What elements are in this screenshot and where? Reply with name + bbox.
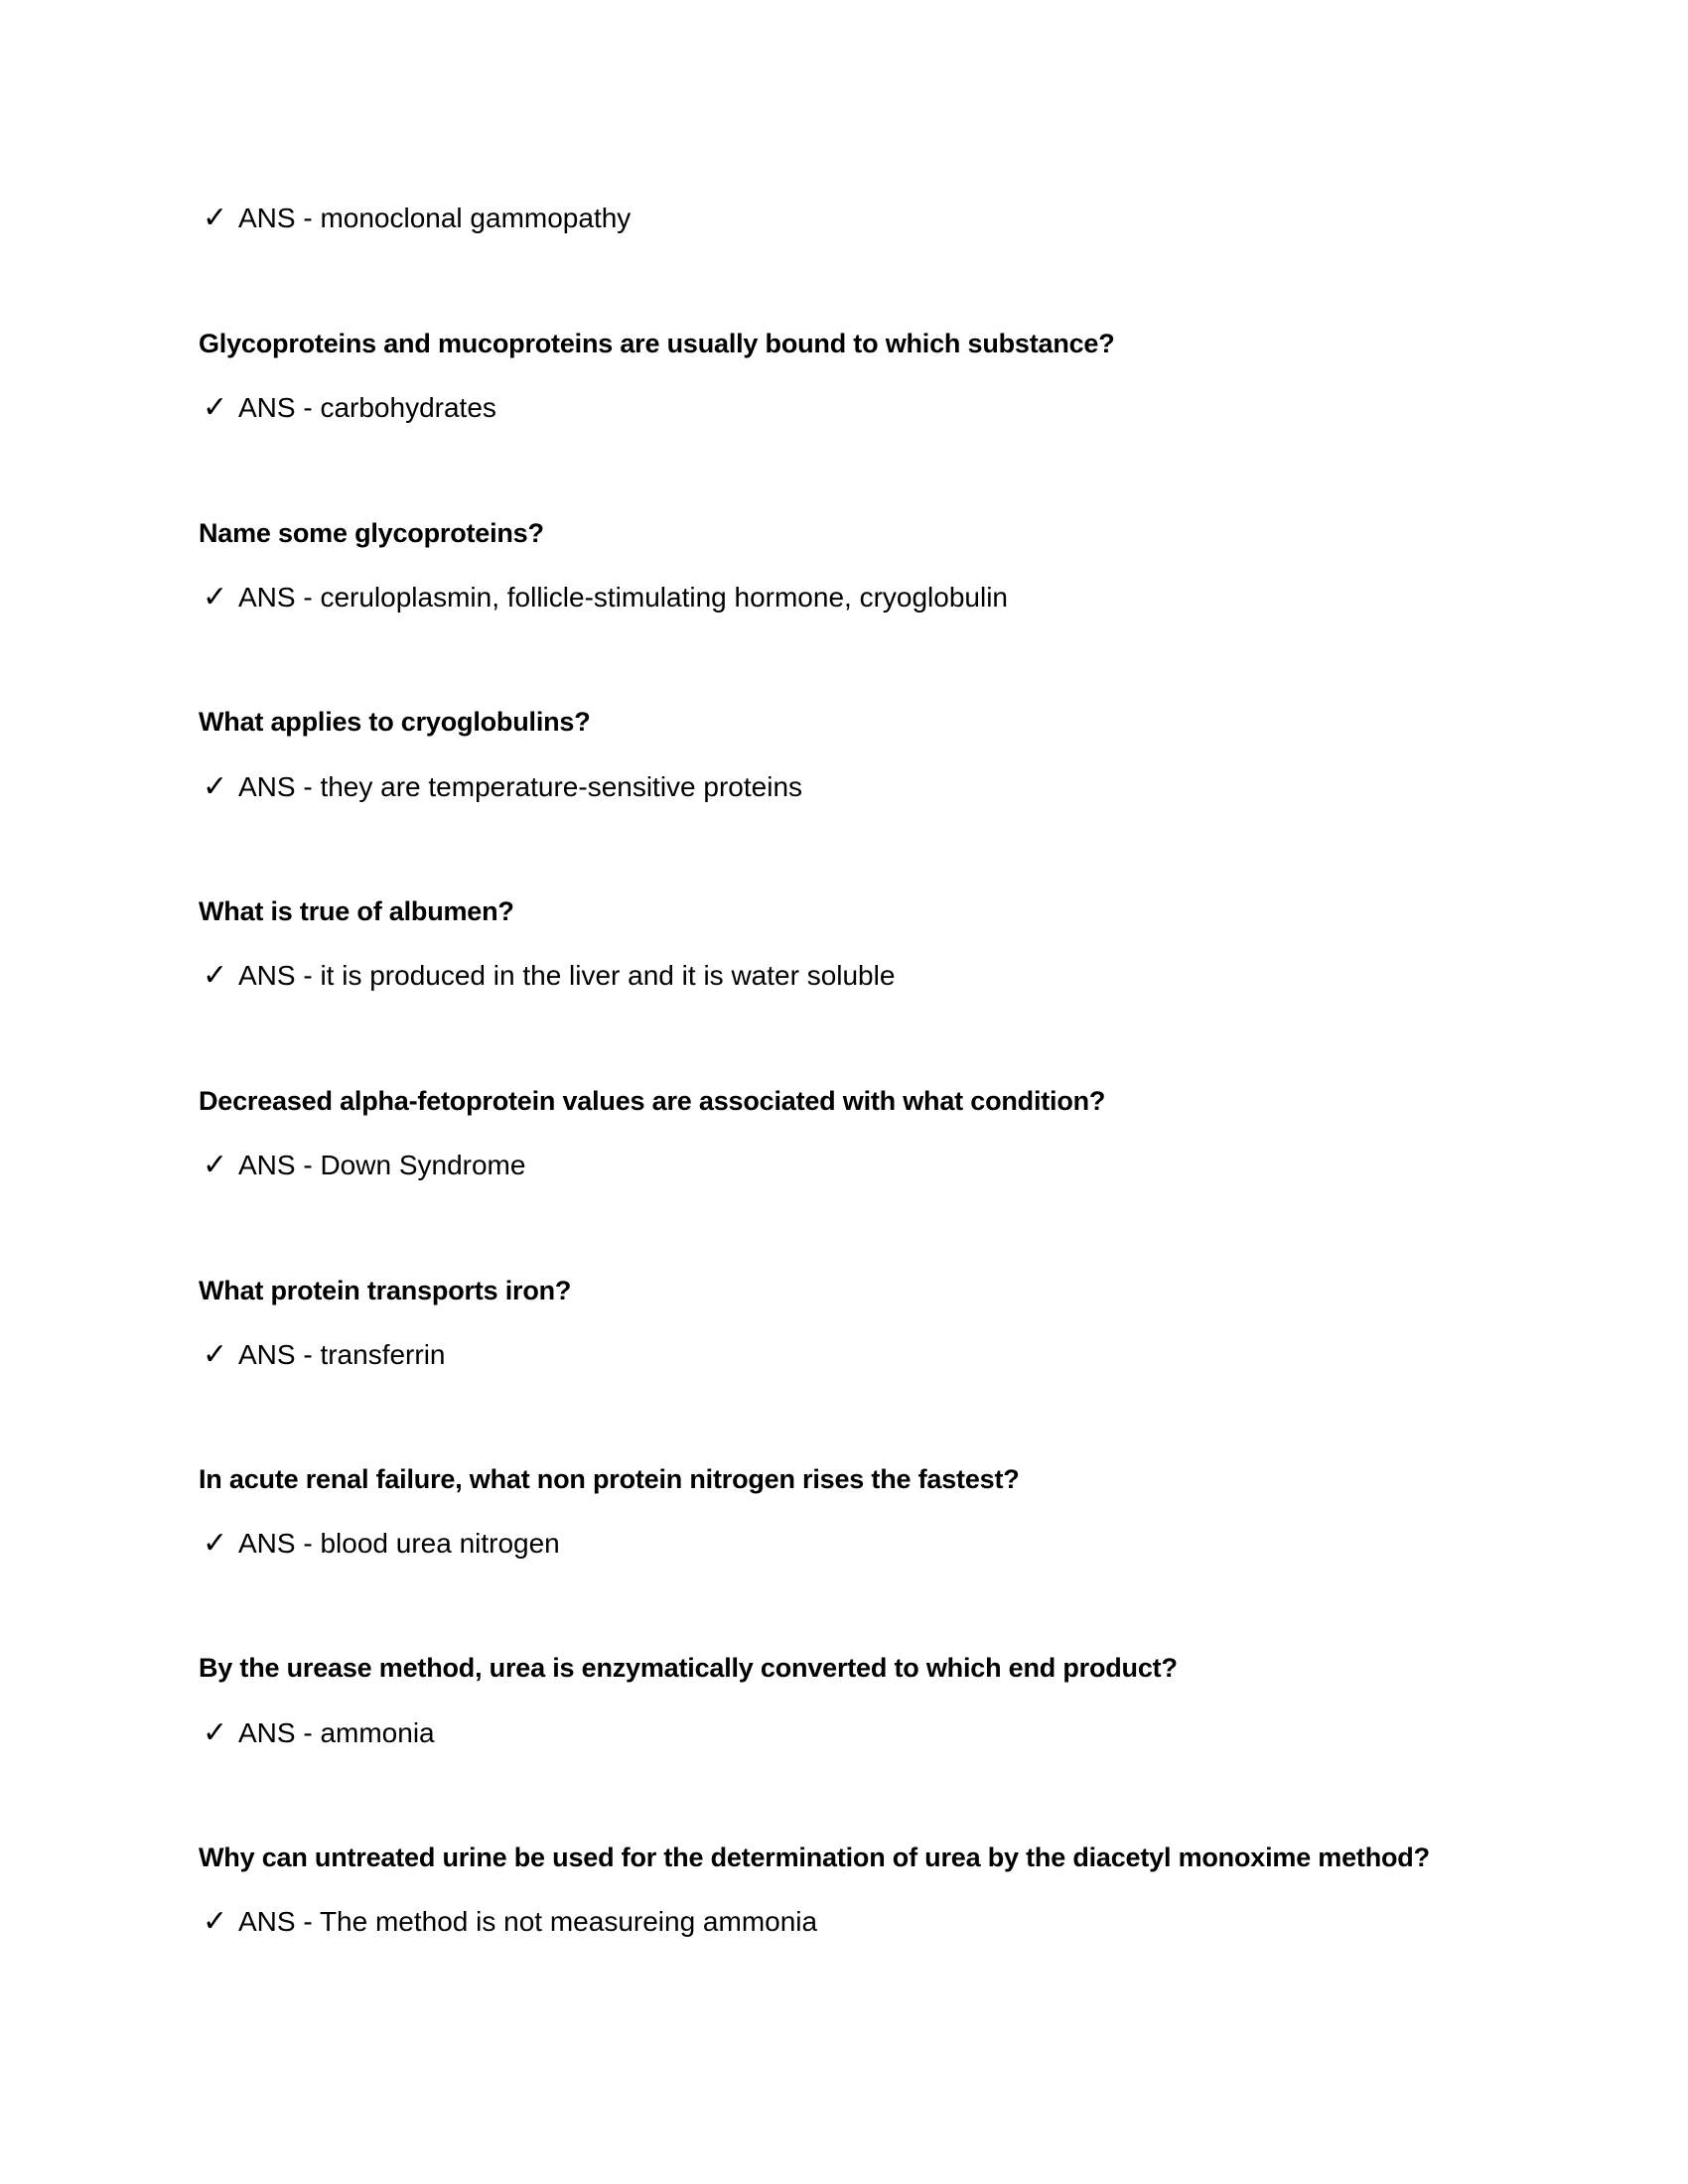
check-mark-icon: ✓ (203, 390, 228, 425)
check-mark-icon: ✓ (203, 1526, 228, 1561)
question-text: In acute renal failure, what non protein nitrogen rises the fastest? (199, 1464, 1020, 1494)
answer-line (199, 1337, 446, 1373)
question-text: Decreased alpha-fetoprotein values are associated with what condition? (199, 1086, 1106, 1116)
answer-text: ANS - transferrin (238, 1339, 446, 1370)
answer-line (199, 1526, 560, 1562)
question-text: Name some glycoproteins? (199, 518, 544, 548)
check-mark-icon: ✓ (203, 769, 228, 804)
answer-text: ANS - it is produced in the liver and it is water soluble (238, 960, 896, 991)
answer-text: ANS - Down Syndrome (238, 1150, 526, 1180)
answer-line (199, 201, 631, 236)
question-text: Why can untreated urine be used for the determination of urea by the diacetyl monoxime method? (199, 1843, 1430, 1872)
question-text: What protein transports iron? (199, 1276, 572, 1305)
question-text: What is true of albumen? (199, 896, 514, 926)
answer-text: ANS - The method is not measureing ammonia (238, 1906, 818, 1937)
answer-line (199, 580, 1008, 615)
answer-line (199, 1148, 525, 1183)
check-mark-icon: ✓ (203, 958, 228, 993)
check-mark-icon: ✓ (203, 580, 228, 614)
answer-line (199, 769, 802, 805)
check-mark-icon: ✓ (203, 1715, 228, 1750)
answer-text: ANS - they are temperature-sensitive proteins (238, 771, 803, 802)
question-text: By the urease method, urea is enzymatically converted to which end product? (199, 1653, 1178, 1683)
answer-line (199, 1715, 435, 1751)
answer-text: ANS - monoclonal gammopathy (238, 203, 632, 233)
answer-text: ANS - carbohydrates (238, 392, 496, 423)
check-mark-icon: ✓ (203, 1337, 228, 1372)
question-text: What applies to cryoglobulins? (199, 707, 591, 737)
check-mark-icon: ✓ (203, 1148, 228, 1182)
check-mark-icon: ✓ (203, 201, 228, 235)
answer-line (199, 958, 895, 994)
question-text: Glycoproteins and mucoproteins are usually bound to which substance? (199, 329, 1115, 358)
answer-text: ANS - blood urea nitrogen (238, 1528, 560, 1559)
answer-line (199, 390, 496, 426)
check-mark-icon: ✓ (203, 1904, 228, 1939)
answer-text: ANS - ceruloplasmin, follicle-stimulating hormone, cryoglobulin (238, 582, 1008, 613)
answer-text: ANS - ammonia (238, 1717, 435, 1748)
answer-line (199, 1904, 817, 1940)
